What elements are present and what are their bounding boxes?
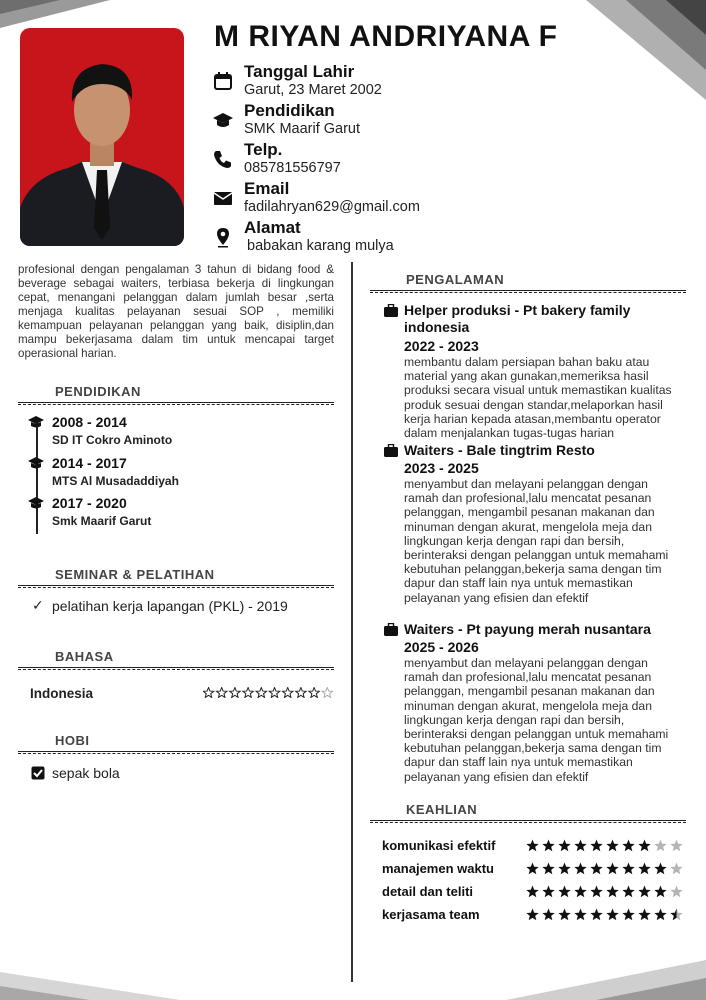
education-school: MTS Al Musadaddiyah xyxy=(52,474,179,488)
skill-name: detail dan teliti xyxy=(382,884,474,899)
star-filled-icon xyxy=(256,688,266,698)
section-underline xyxy=(18,667,334,670)
skill-name: komunikasi efektif xyxy=(382,838,496,853)
contact-birthdate xyxy=(212,62,652,102)
star-filled-icon xyxy=(638,909,650,921)
full-name: M RIYAN ANDRIYANA F xyxy=(214,20,558,53)
star-filled-icon xyxy=(526,863,538,875)
briefcase-icon xyxy=(384,304,398,317)
star-filled-icon xyxy=(230,688,240,698)
star-filled-icon xyxy=(606,863,618,875)
briefcase-icon xyxy=(384,623,398,636)
star-filled-icon xyxy=(526,909,538,921)
education-years: 2017 - 2020 xyxy=(52,495,127,511)
star-filled-icon xyxy=(606,909,618,921)
graduation-cap-icon xyxy=(28,496,44,510)
column-divider xyxy=(351,262,353,982)
experience-title: Waiters - Pt payung merah nusantara xyxy=(404,621,651,637)
skill-rating xyxy=(526,862,686,880)
section-underline xyxy=(370,290,686,293)
corner-decoration-bottom-right xyxy=(506,950,706,1000)
star-filled-icon xyxy=(216,688,226,698)
star-filled-icon xyxy=(282,688,292,698)
graduation-cap-icon xyxy=(28,415,44,429)
section-underline xyxy=(18,402,334,405)
star-filled-icon xyxy=(243,688,253,698)
star-filled-icon xyxy=(574,886,586,898)
skill-rating xyxy=(526,908,686,926)
contact-email xyxy=(212,179,652,219)
section-underline xyxy=(18,585,334,588)
check-icon: ✓ xyxy=(32,597,44,613)
contact-value: Garut, 23 Maret 2002 xyxy=(244,82,382,98)
skill-rating xyxy=(526,885,686,903)
star-filled-icon xyxy=(606,886,618,898)
experience-description: menyambut dan melayani pelanggan dengan ramah dan profesional,lalu mencatat pesanan pelanggan, mengambil pesanan makanan dan minuman dengan akurat, mengelola meja dan lingkungan kerja dengan rapi dan bersih, berinteraksi dengan pelanggan untuk memahami kebutuhan pelanggan,bekerja sama dengan tim dapur dan staff lain nya untuk memastikan pelayanan yang efisien dan efektif xyxy=(404,656,669,784)
section-title-skills: KEAHLIAN xyxy=(406,802,478,817)
star-filled-icon xyxy=(203,688,213,698)
skill-row xyxy=(382,837,688,855)
star-rating-svg xyxy=(526,885,686,898)
star-empty-icon xyxy=(322,688,332,698)
star-filled-icon xyxy=(622,863,634,875)
star-filled-icon xyxy=(622,886,634,898)
star-filled-icon xyxy=(654,863,666,875)
star-empty-icon xyxy=(670,863,682,875)
star-filled-icon xyxy=(558,840,570,852)
skill-row xyxy=(382,860,688,878)
experience-description: membantu dalam persiapan bahan baku atau material yang akan gunakan,memeriksa hasil produksi secara visual untuk memastikan kualitas produk sesuai dengan standar,melaporkan hasil kerja harian kepada atasan,membantu operator dalam menjalankan tugas-tugas harian xyxy=(404,355,672,441)
contact-label: Tanggal Lahir xyxy=(244,62,355,81)
language-name: Indonesia xyxy=(30,686,94,701)
star-empty-icon xyxy=(654,840,666,852)
language-rating xyxy=(203,685,335,699)
calendar-icon xyxy=(212,70,234,92)
star-filled-icon xyxy=(526,840,538,852)
section-title-hobby: HOBI xyxy=(55,733,90,748)
star-filled-icon xyxy=(558,886,570,898)
section-underline xyxy=(18,751,334,754)
star-filled-icon xyxy=(309,688,319,698)
contact-phone xyxy=(212,140,652,180)
graduation-cap-icon xyxy=(28,456,44,470)
star-filled-icon xyxy=(574,909,586,921)
star-filled-icon xyxy=(296,688,306,698)
star-rating-svg xyxy=(526,908,686,921)
experience-item xyxy=(384,302,684,442)
skill-name: manajemen waktu xyxy=(382,861,494,876)
star-filled-icon xyxy=(590,909,602,921)
contact-label: Telp. xyxy=(244,140,283,159)
experience-period: 2025 - 2026 xyxy=(404,639,479,655)
contact-value: 085781556797 xyxy=(244,160,341,176)
star-filled-icon xyxy=(654,886,666,898)
profile-summary: profesional dengan pengalaman 3 tahun di bidang food & beverage sebagai waiters, terbiasa bekerja di lingkungan cepat, menangani pelanggan dalam jumlah besar ,serta menjaga kualitas pelayanan sesuai SOP , memiliki kemampuan pelayanan pelanggan yang baik, disiplin,dan mampu bekerjasama dalam tim untuk mencapai target operasional harian. xyxy=(18,263,334,360)
education-school: SD IT Cokro Aminoto xyxy=(52,433,173,447)
star-filled-icon xyxy=(542,886,554,898)
star-filled-icon xyxy=(542,863,554,875)
star-empty-icon xyxy=(670,840,682,852)
profile-photo xyxy=(20,28,184,246)
contact-value: SMK Maarif Garut xyxy=(244,121,361,137)
star-filled-icon xyxy=(638,863,650,875)
star-filled-icon xyxy=(526,886,538,898)
star-rating-svg xyxy=(203,687,335,698)
contact-label: Alamat xyxy=(244,218,301,237)
section-title-seminar: SEMINAR & PELATIHAN xyxy=(55,567,215,582)
section-title-experience: PENGALAMAN xyxy=(406,272,505,287)
skill-rating xyxy=(526,839,686,857)
experience-description: menyambut dan melayani pelanggan dengan ramah dan profesional,lalu mencatat pesanan pelanggan, mengambil pesanan makanan dan minuman dengan akurat, mengelola meja dan lingkungan kerja dengan rapi dan bersih, berinteraksi dengan pelanggan untuk memahami kebutuhan pelanggan,bekerja sama dengan tim dapur dan staff lain nya untuk memastikan pelayanan yang efisien dan efektif xyxy=(404,477,669,605)
contact-address xyxy=(212,218,652,258)
graduation-cap-icon xyxy=(212,109,234,131)
checkbox-checked-icon xyxy=(31,766,45,780)
contact-education xyxy=(212,101,652,141)
star-filled-icon xyxy=(542,840,554,852)
experience-title: Helper produksi - Pt bakery family indonesia xyxy=(404,302,631,335)
star-filled-icon xyxy=(606,840,618,852)
star-filled-icon xyxy=(638,886,650,898)
hobby-item: sepak bola xyxy=(52,765,120,781)
location-pin-icon xyxy=(212,226,234,248)
corner-decoration-bottom-left xyxy=(0,960,190,1000)
section-title-language: BAHASA xyxy=(55,649,114,664)
skill-name: kerjasama team xyxy=(382,907,480,922)
experience-item xyxy=(384,442,684,612)
education-school: Smk Maarif Garut xyxy=(52,514,152,528)
star-filled-icon xyxy=(590,840,602,852)
timeline-line xyxy=(36,418,38,534)
section-title-education: PENDIDIKAN xyxy=(55,384,141,399)
envelope-icon xyxy=(212,187,234,209)
contact-value: babakan karang mulya xyxy=(247,238,394,254)
contact-label: Pendidikan xyxy=(244,101,335,120)
star-filled-icon xyxy=(269,688,279,698)
star-filled-icon xyxy=(574,840,586,852)
experience-period: 2023 - 2025 xyxy=(404,460,479,476)
experience-period: 2022 - 2023 xyxy=(404,338,479,354)
star-filled-icon xyxy=(590,863,602,875)
skill-row xyxy=(382,906,688,924)
star-filled-icon xyxy=(638,840,650,852)
section-underline xyxy=(370,820,686,823)
star-filled-icon xyxy=(622,909,634,921)
star-empty-icon xyxy=(670,886,682,898)
star-filled-icon xyxy=(590,886,602,898)
briefcase-icon xyxy=(384,444,398,457)
star-rating-svg xyxy=(526,839,686,852)
star-filled-icon xyxy=(558,863,570,875)
experience-item xyxy=(384,621,684,791)
star-filled-icon xyxy=(654,909,666,921)
phone-icon xyxy=(212,148,234,170)
contact-value: fadilahryan629@gmail.com xyxy=(244,199,420,215)
star-filled-icon xyxy=(574,863,586,875)
star-filled-icon xyxy=(558,909,570,921)
skill-row xyxy=(382,883,688,901)
star-filled-icon xyxy=(542,909,554,921)
star-rating-svg xyxy=(526,862,686,875)
education-years: 2014 - 2017 xyxy=(52,455,127,471)
education-years: 2008 - 2014 xyxy=(52,414,127,430)
seminar-item: pelatihan kerja lapangan (PKL) - 2019 xyxy=(52,598,288,614)
star-filled-icon xyxy=(622,840,634,852)
contact-label: Email xyxy=(244,179,290,198)
experience-title: Waiters - Bale tingtrim Resto xyxy=(404,442,595,458)
